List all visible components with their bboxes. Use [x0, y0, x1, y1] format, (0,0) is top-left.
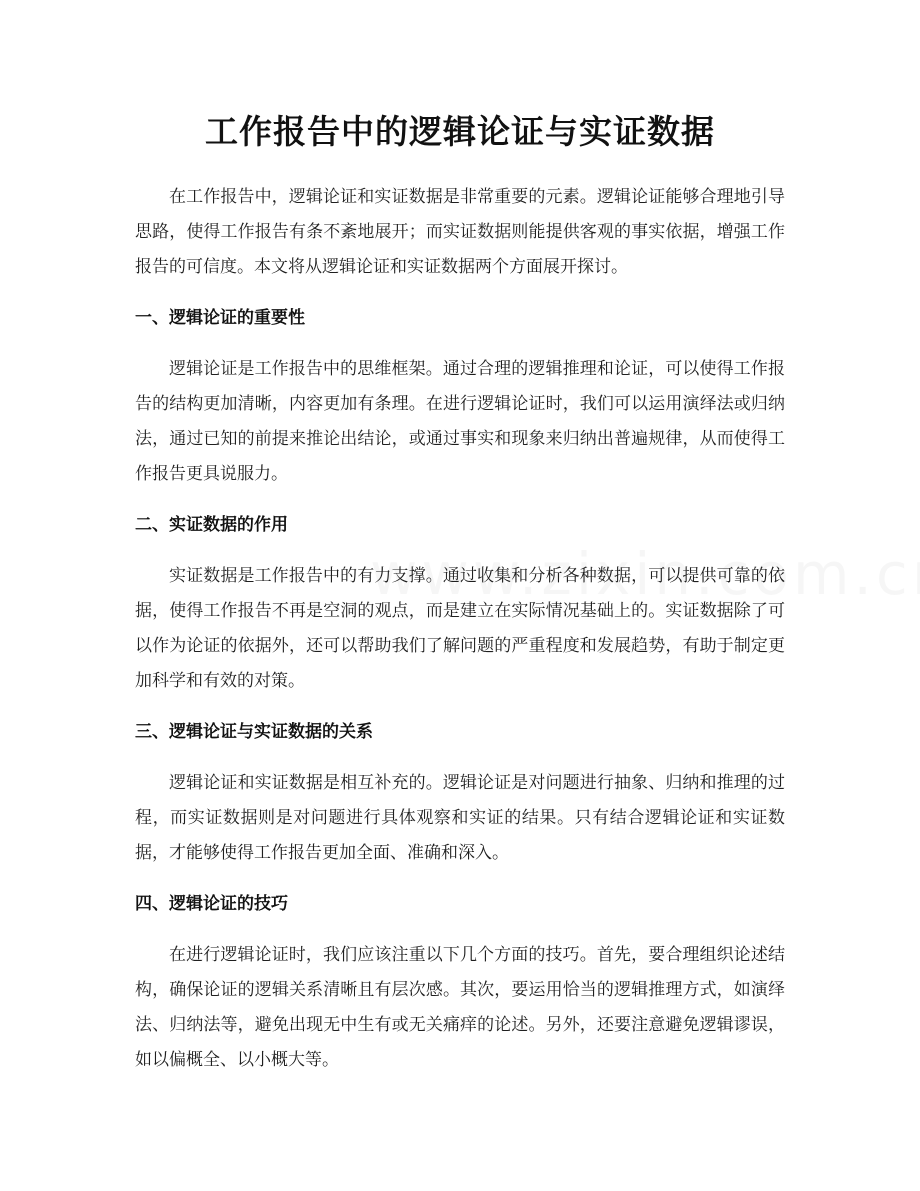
intro-paragraph: 在工作报告中，逻辑论证和实证数据是非常重要的元素。逻辑论证能够合理地引导思路，使得工作报告有条不紊地展开；而实证数据则能提供客观的事实依据，增强工作报告的可信度。本文将从逻辑论证和实证数据两个方面展开探讨。 [135, 187, 785, 277]
section-3-paragraph: 逻辑论证和实证数据是相互补充的。逻辑论证是对问题进行抽象、归纳和推理的过程，而实证数据则是对问题进行具体观察和实证的结果。只有结合逻辑论证和实证数据，才能够使得工作报告更加全面、准确和深入。 [135, 773, 785, 863]
section-1-paragraph: 逻辑论证是工作报告中的思维框架。通过合理的逻辑推理和论证，可以使得工作报告的结构更加清晰，内容更加有条理。在进行逻辑论证时，我们可以运用演绎法或归纳法，通过已知的前提来推论出结论，或通过事实和现象来归纳出普遍规律，从而使得工作报告更具说服力。 [135, 359, 785, 484]
section-2-heading: 二、实证数据的作用 [135, 515, 288, 535]
document-body [135, 180, 785, 1078]
section-4-paragraph: 在进行逻辑论证时，我们应该注重以下几个方面的技巧。首先，要合理组织论述结构，确保论证的逻辑关系清晰且有层次感。其次，要运用恰当的逻辑推理方式，如演绎法、归纳法等，避免出现无中生有或无关痛痒的论述。另外，还要注意避免逻辑谬误，如以偏概全、以小概大等。 [135, 945, 785, 1070]
section-1-heading: 一、逻辑论证的重要性 [135, 308, 305, 328]
section-4-heading: 四、逻辑论证的技巧 [135, 894, 288, 914]
section-2-paragraph: 实证数据是工作报告中的有力支撑。通过收集和分析各种数据，可以提供可靠的依据，使得工作报告不再是空洞的观点，而是建立在实际情况基础上的。实证数据除了可以作为论证的依据外，还可以帮助我们了解问题的严重程度和发展趋势，有助于制定更加科学和有效的对策。 [135, 566, 785, 691]
section-3-heading: 三、逻辑论证与实证数据的关系 [135, 722, 373, 742]
document-title: 工作报告中的逻辑论证与实证数据 [205, 112, 715, 151]
